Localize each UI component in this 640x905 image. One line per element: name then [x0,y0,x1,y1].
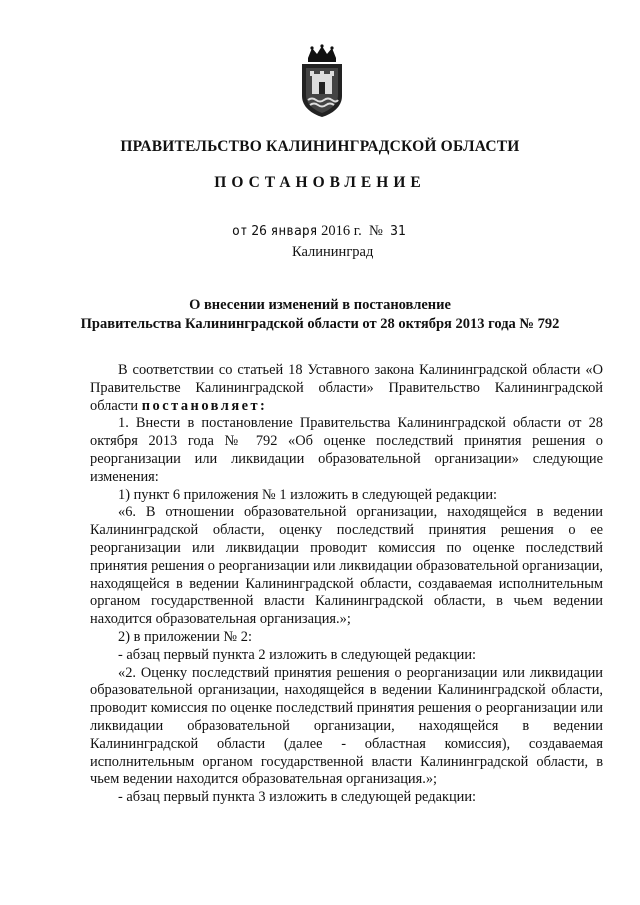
body-paragraph: - абзац первый пункта 2 изложить в следующей редакции: [118,646,477,663]
resolves-keyword: постановляет: [141,397,268,414]
body-paragraph: 2) в приложении № 2: [118,628,252,645]
body-paragraph: «6. В отношении образовательной организации, находящейся в ведении Калининградской области, оценку последствий принятия решения о ее реорганизации или ликвидации проводит комиссия по оценке последствий принятия решения о реорганизации или ликвидации образовательной организации, находящейся в ведении Калининградской области, создаваемая исполнительным органом государственной власти Калининградской области, в чьем ведении находится образовательная организация.»; [90,504,603,628]
number-sign: № [368,223,383,239]
city-name: Калининград [292,244,374,260]
body-paragraph [90,362,603,415]
body-paragraph: 1) пункт 6 приложения № 1 изложить в следующей редакции: [118,486,498,503]
subject-line-1: О внесении изменений в постановление [189,297,451,313]
document-body [90,362,603,807]
date-prefix: от [232,224,248,239]
document-subject [0,296,640,334]
body-paragraph: - абзац первый пункта 3 изложить в следующей редакции: [118,789,477,806]
body-paragraph: «2. Оценку последствий принятия решения о реорганизации или ликвидации образовательной организации, находящейся в ведении Калининградской области, проводит комиссия по оценке последствий принятия решения о реорганизации или ликвидации образовательной организации, находящейся в ведении Калининградской области (далее - областная комиссия), создаваемая исполнительным органом государственной власти Калининградской области, в чьем ведении находится образовательная организация.»; [90,664,603,788]
document-date-line [232,223,406,240]
document-number: 31 [390,224,406,239]
coat-of-arms-emblem [298,44,346,118]
government-title: ПРАВИТЕЛЬСТВО КАЛИНИНГРАДСКОЙ ОБЛАСТИ [120,138,520,155]
document-type: ПОСТАНОВЛЕНИЕ [214,174,426,191]
date-year: 2016 г. [321,223,362,239]
date-month: января [270,224,318,239]
subject-line-2: Правительства Калининградской области от 28 октября 2013 года № 792 [80,316,560,332]
date-day: 26 [251,224,267,239]
body-paragraph: 1. Внести в постановление Правительства Калининградской области от 28 октября 2013 года № 792 «Об оценке последствий принятия решения о реорганизации или ликвидации образовательной организации» следующие изменения: [90,415,603,485]
paragraph-text: В соответствии со статьей 18 Уставного закона Калининградской области «О Правительстве Калининградской области» Правительство Калининградской области [90,362,603,414]
